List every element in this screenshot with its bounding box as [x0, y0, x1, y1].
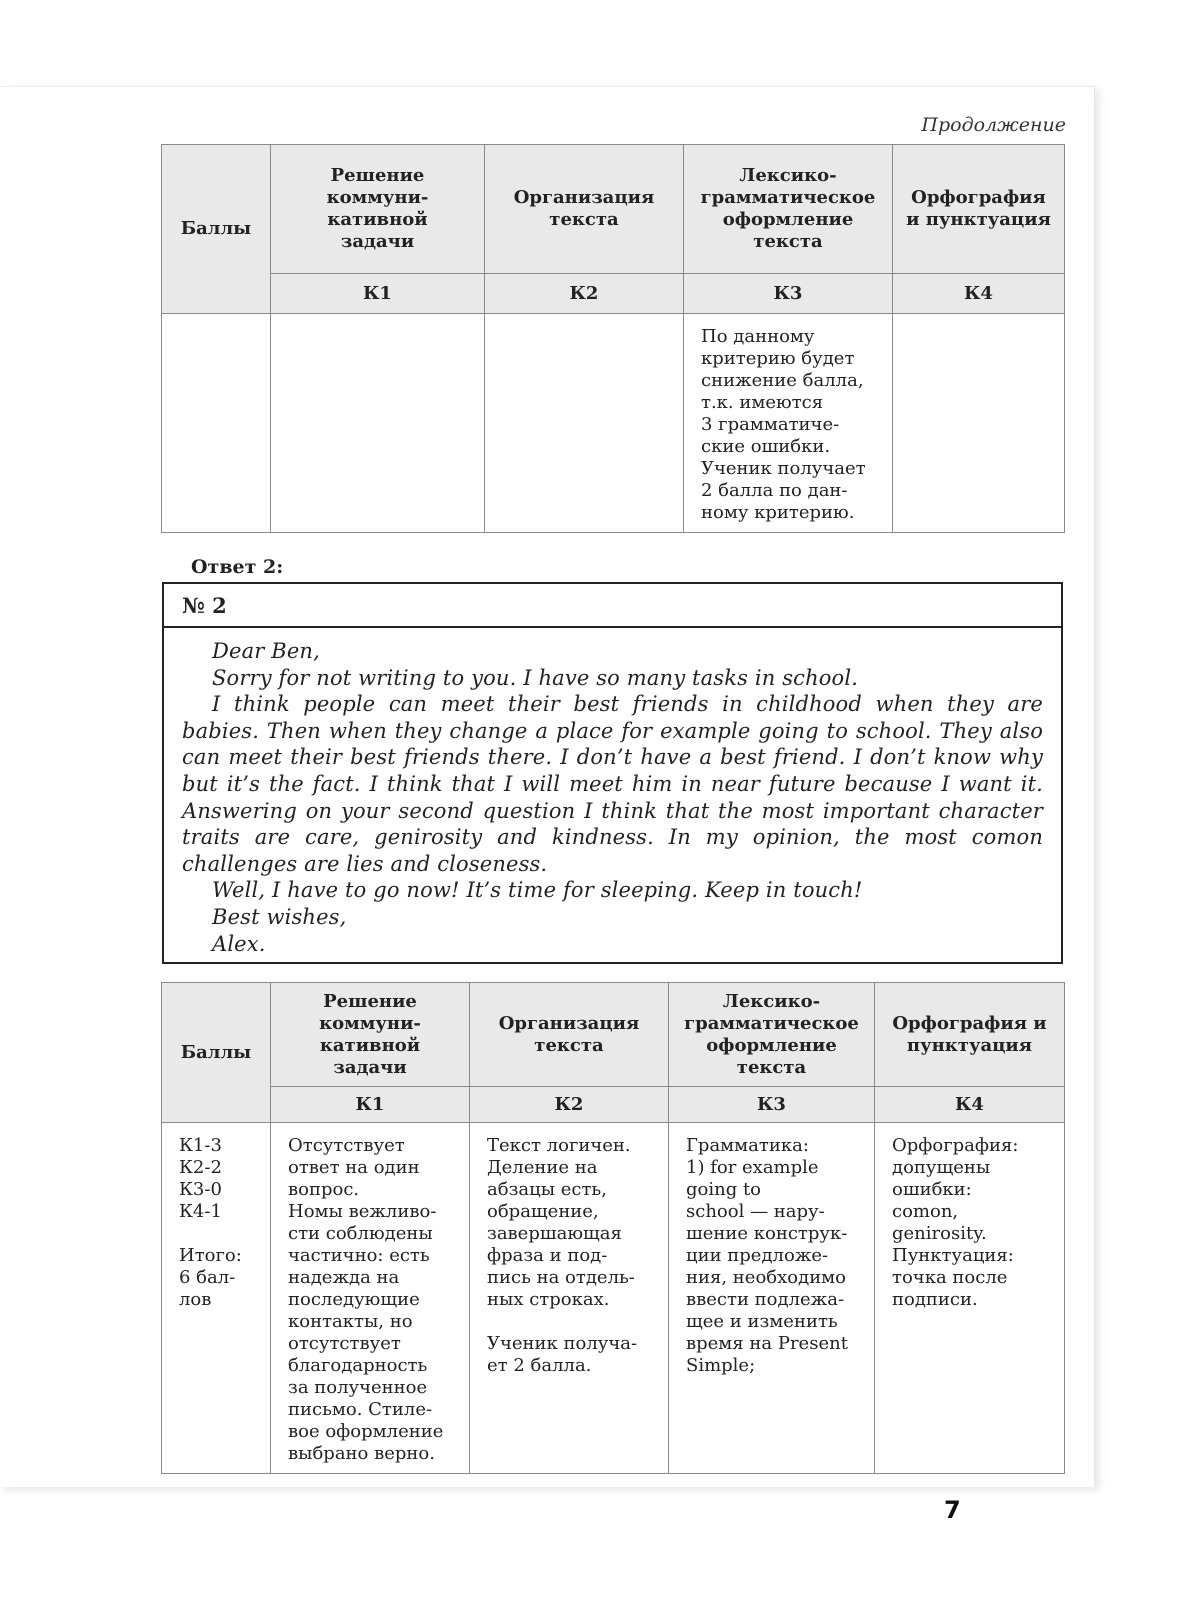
cell-k3: По данному критерию будет снижение балла, т.к. имеются 3 грамматиче- ские ошибки. Ученик получает 2 балла по дан- ному критерию. — [684, 314, 893, 533]
criteria-table-1 — [161, 144, 1065, 533]
cell-k3: Грамматика: 1) for example going to school — нару- шение конструк- ции предложе- ния, необходимо ввести подлежа- щее и изменить время на Present Simple; — [669, 1123, 875, 1474]
cell-k2: Текст логичен. Деление на абзацы есть, обращение, завершающая фраза и под- пись на отдель- ных строках. Ученик получа- ет 2 балла. — [470, 1123, 669, 1474]
cell-k1: Отсутствует ответ на один вопрос. Номы вежливо- сти соблюдены частично: есть надежда на последующие контакты, но отсутствует благодарность за полученное письмо. Стиле- вое оформление выбрано верно. — [271, 1123, 470, 1474]
letter-paragraph: Sorry for not writing to you. I have so many tasks in school. — [212, 665, 859, 690]
cell-k4 — [893, 314, 1065, 533]
letter-body — [164, 628, 1061, 957]
criteria-table-2 — [161, 982, 1065, 1474]
code-k3: К3 — [669, 1087, 875, 1123]
header-k1: Решение коммуни- кативной задачи — [271, 145, 485, 274]
code-k1: К1 — [271, 1087, 470, 1123]
header-k3: Лексико- грамматическое оформление текста — [684, 145, 893, 274]
code-k1: К1 — [271, 274, 485, 314]
header-k1: Решение коммуни- кативной задачи — [271, 983, 470, 1087]
code-k2: К2 — [470, 1087, 669, 1123]
header-scores: Баллы — [162, 145, 271, 314]
header-k4: Орфография и пунктуация — [875, 983, 1065, 1087]
code-k4: К4 — [893, 274, 1065, 314]
letter-greeting: Dear Ben, — [212, 639, 320, 663]
header-k2: Организация текста — [485, 145, 684, 274]
cell-k4: Орфография: допущены ошибки: comon, genirosity. Пунктуация: точка после подписи. — [875, 1123, 1065, 1474]
letter-paragraph: Well, I have to go now! It’s time for sleeping. Keep in touch! — [212, 878, 863, 903]
page-number: 7 — [944, 1496, 961, 1524]
code-k3: К3 — [684, 274, 893, 314]
letter-paragraph: I think people can meet their best friends in childhood when they are babies. Then when they change a place for example going to school. They also can meet their best friends there. I don’t have a best friend. I don’t know why but it’s the fact. I think that I will meet him in near future because I want it. Answering on your second question I think that the most important character traits are care, genirosity and kindness. In my opinion, the most comon challenges are lies and closeness. — [182, 692, 1043, 876]
letter-number: № 2 — [164, 584, 1061, 628]
cell-scores — [162, 314, 271, 533]
cell-k2 — [485, 314, 684, 533]
code-k2: К2 — [485, 274, 684, 314]
header-scores: Баллы — [162, 983, 271, 1123]
cell-k1 — [271, 314, 485, 533]
letter-closing: Best wishes, — [212, 904, 347, 929]
cell-scores: К1-3 К2-2 К3-0 К4-1 Итого: 6 бал- лов — [162, 1123, 271, 1474]
header-k3: Лексико- грамматическое оформление текста — [669, 983, 875, 1087]
code-k4: К4 — [875, 1087, 1065, 1123]
letter-box — [162, 582, 1063, 964]
letter-signature: Alex. — [212, 931, 266, 956]
header-k4: Орфография и пунктуация — [893, 145, 1065, 274]
answer-label: Ответ 2: — [191, 556, 284, 578]
header-k2: Организация текста — [470, 983, 669, 1087]
continuation-label: Продолжение — [921, 114, 1066, 136]
